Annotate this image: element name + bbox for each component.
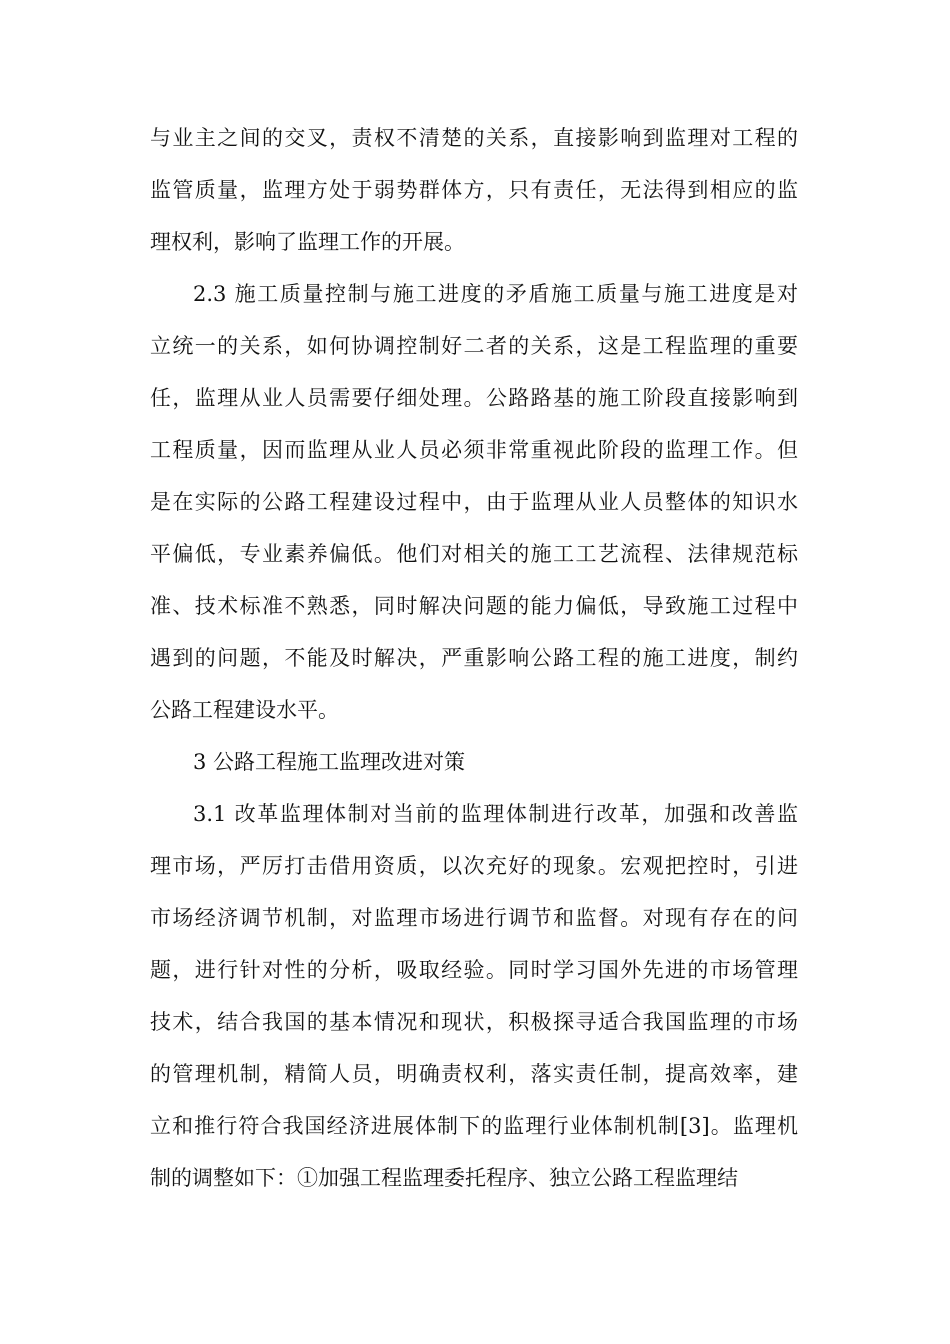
body-text-line: 公路工程建设水平。 [150, 698, 339, 722]
body-text-line: 任，监理从业人员需要仔细处理。公路路基的施工阶段直接影响到 [150, 386, 798, 410]
body-text-line: 工程质量，因而监理从业人员必须非常重视此阶段的监理工作。但 [150, 438, 798, 462]
body-text-line: 制的调整如下：①加强工程监理委托程序、独立公路工程监理结 [150, 1166, 738, 1190]
section-3-heading: 3 公路工程施工监理改进对策 [193, 750, 466, 774]
body-text-line: 理市场，严厉打击借用资质，以次充好的现象。宏观把控时，引进 [150, 854, 798, 878]
body-text-line: 立和推行符合我国经济进展体制下的监理行业体制机制[3]。监理机 [150, 1114, 798, 1138]
body-text-line: 题，进行针对性的分析，吸取经验。同时学习国外先进的市场管理 [150, 958, 798, 982]
section-2-3-heading-line: 2.3 施工质量控制与施工进度的矛盾施工质量与施工进度是对 [193, 282, 798, 306]
section-3-1-heading-line: 3.1 改革监理体制对当前的监理体制进行改革，加强和改善监 [193, 802, 798, 826]
body-text-line: 市场经济调节机制，对监理市场进行调节和监督。对现有存在的问 [150, 906, 798, 930]
body-text-line: 理权利，影响了监理工作的开展。 [150, 230, 465, 254]
body-text-line: 与业主之间的交叉，责权不清楚的关系，直接影响到监理对工程的 [150, 126, 798, 150]
body-text-line: 遇到的问题，不能及时解决，严重影响公路工程的施工进度，制约 [150, 646, 798, 670]
body-text-line: 监管质量，监理方处于弱势群体方，只有责任，无法得到相应的监 [150, 178, 798, 202]
body-text-line: 技术，结合我国的基本情况和现状，积极探寻适合我国监理的市场 [150, 1010, 798, 1034]
body-text-line: 准、技术标准不熟悉，同时解决问题的能力偏低，导致施工过程中 [150, 594, 798, 618]
body-text-line: 平偏低，专业素养偏低。他们对相关的施工工艺流程、法律规范标 [150, 542, 798, 566]
body-text-line: 是在实际的公路工程建设过程中，由于监理从业人员整体的知识水 [150, 490, 798, 514]
body-text-line: 的管理机制，精简人员，明确责权利，落实责任制，提高效率，建 [150, 1062, 798, 1086]
body-text-line: 立统一的关系，如何协调控制好二者的关系，这是工程监理的重要 [150, 334, 798, 358]
